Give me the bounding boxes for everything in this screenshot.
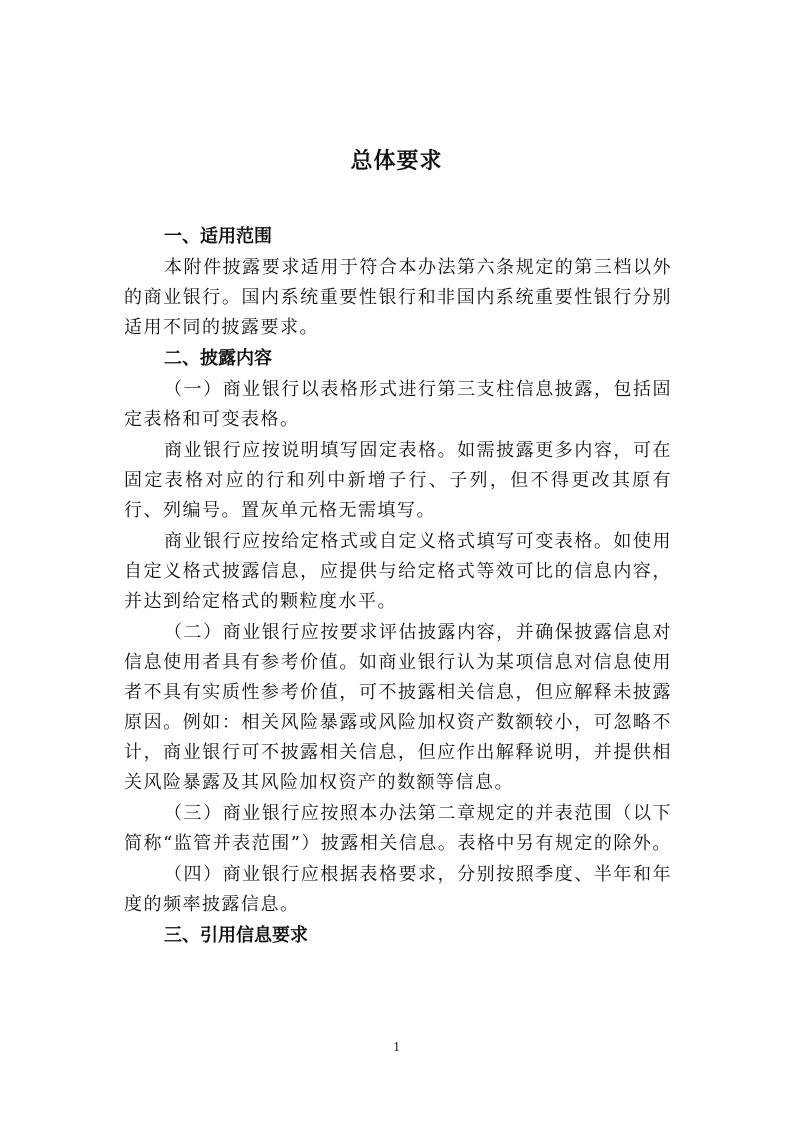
page-number: 1	[393, 1040, 400, 1055]
page-title: 总体要求	[350, 149, 443, 174]
section-heading-content: 二、披露内容	[164, 348, 272, 369]
paragraph-consolidation: （三）商业银行应按照本办法第二章规定的并表范围（以下简称“监管并表范围”）披露相关信息。表格中另有规定的除外。	[124, 803, 672, 854]
paragraph-fixed-tables: 商业银行应按说明填写固定表格。如需披露更多内容，可在固定表格对应的行和列中新增子行、子列，但不得更改其原有行、列编号。置灰单元格无需填写。	[124, 440, 672, 521]
section-heading-citation: 三、引用信息要求	[164, 925, 308, 946]
paragraph-variable-tables: 商业银行应按给定格式或自定义格式填写可变表格。如使用自定义格式披露信息，应提供与给定格式等效可比的信息内容，并达到给定格式的颗粒度水平。	[124, 531, 672, 612]
paragraph-frequency: （四）商业银行应根据表格要求，分别按照季度、半年和年度的频率披露信息。	[124, 864, 672, 915]
document-body	[124, 222, 672, 952]
paragraph-scope: 本附件披露要求适用于符合本办法第六条规定的第三档以外的商业银行。国内系统重要性银行和非国内系统重要性银行分别适用不同的披露要求。	[124, 257, 672, 338]
section-heading-scope: 一、适用范围	[164, 226, 272, 247]
paragraph-assessment: （二）商业银行应按要求评估披露内容，并确保披露信息对信息使用者具有参考价值。如商业银行认为某项信息对信息使用者不具有实质性参考价值，可不披露相关信息，但应解释未披露原因。例如：相关风险暴露或风险加权资产数额较小，可忽略不计，商业银行可不披露相关信息，但应作出解释说明，并提供相关风险暴露及其风险加权资产的数额等信息。	[124, 622, 672, 793]
paragraph-table-forms: （一）商业银行以表格形式进行第三支柱信息披露，包括固定表格和可变表格。	[124, 379, 672, 430]
